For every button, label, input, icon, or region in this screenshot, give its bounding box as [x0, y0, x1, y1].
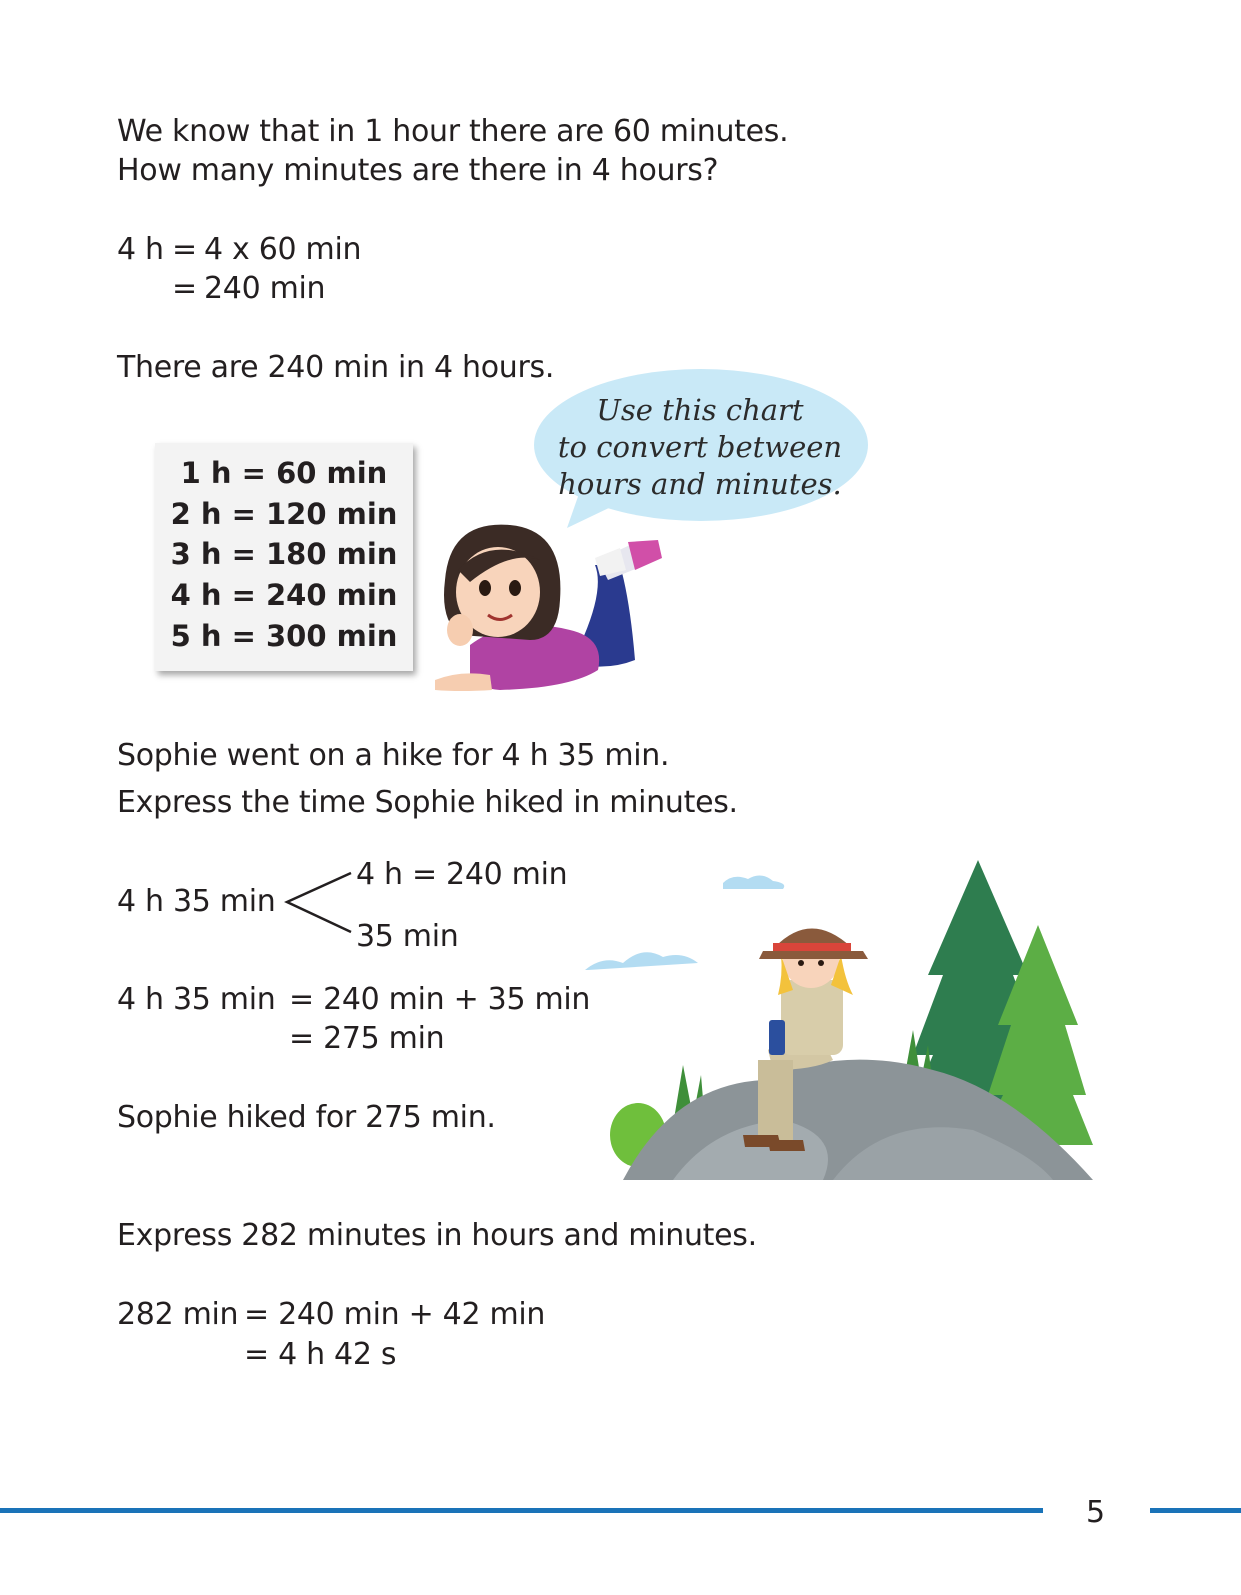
chart-row: 4 h = 240 min	[170, 578, 398, 612]
bubble-line-1: Use this chart	[596, 393, 804, 427]
split-top: 4 h = 240 min	[356, 857, 568, 892]
intro-line-2: How many minutes are there in 4 hours?	[117, 153, 719, 188]
conversion-chart	[155, 443, 413, 671]
chart-row: 5 h = 300 min	[170, 619, 398, 653]
calc1-equals-2: =	[172, 271, 197, 306]
chart-row: 3 h = 180 min	[170, 537, 398, 571]
conclusion-1: There are 240 min in 4 hours.	[117, 350, 555, 385]
calc2-rhs-2: = 275 min	[289, 1021, 445, 1056]
footer-rule-right	[1150, 1508, 1241, 1513]
calc2-rhs-1: = 240 min + 35 min	[289, 982, 591, 1017]
calc1-lhs: 4 h	[117, 232, 164, 267]
chart-row: 1 h = 60 min	[180, 456, 388, 490]
conclusion-2: Sophie hiked for 275 min.	[117, 1100, 496, 1135]
calc2-lhs: 4 h 35 min	[117, 982, 276, 1017]
split-bottom: 35 min	[356, 919, 459, 954]
calc1-rhs-1: 4 x 60 min	[204, 232, 362, 267]
calc3-rhs-2: = 4 h 42 s	[244, 1337, 397, 1372]
footer-rule-left	[0, 1508, 1043, 1513]
bubble-line-3: hours and minutes.	[558, 467, 842, 501]
question-3: Express 282 minutes in hours and minutes.	[117, 1218, 757, 1253]
calc3-rhs-1: = 240 min + 42 min	[244, 1297, 546, 1332]
hike-line-1: Sophie went on a hike for 4 h 35 min.	[117, 738, 670, 773]
speech-bubble-text	[545, 392, 855, 503]
calc1-rhs-2: 240 min	[204, 271, 326, 306]
split-whole: 4 h 35 min	[117, 884, 276, 919]
girl-lying-illustration	[430, 520, 665, 700]
hiker-scene-illustration	[583, 855, 1098, 1185]
chart-row: 2 h = 120 min	[170, 497, 398, 531]
bubble-line-2: to convert between	[557, 430, 843, 464]
hike-line-2: Express the time Sophie hiked in minutes.	[117, 785, 738, 820]
split-branch-lines	[283, 870, 358, 936]
intro-line-1: We know that in 1 hour there are 60 minutes.	[117, 114, 789, 149]
calc3-lhs: 282 min	[117, 1297, 239, 1332]
page-number: 5	[1086, 1495, 1105, 1530]
calc1-equals-1: =	[172, 232, 197, 267]
